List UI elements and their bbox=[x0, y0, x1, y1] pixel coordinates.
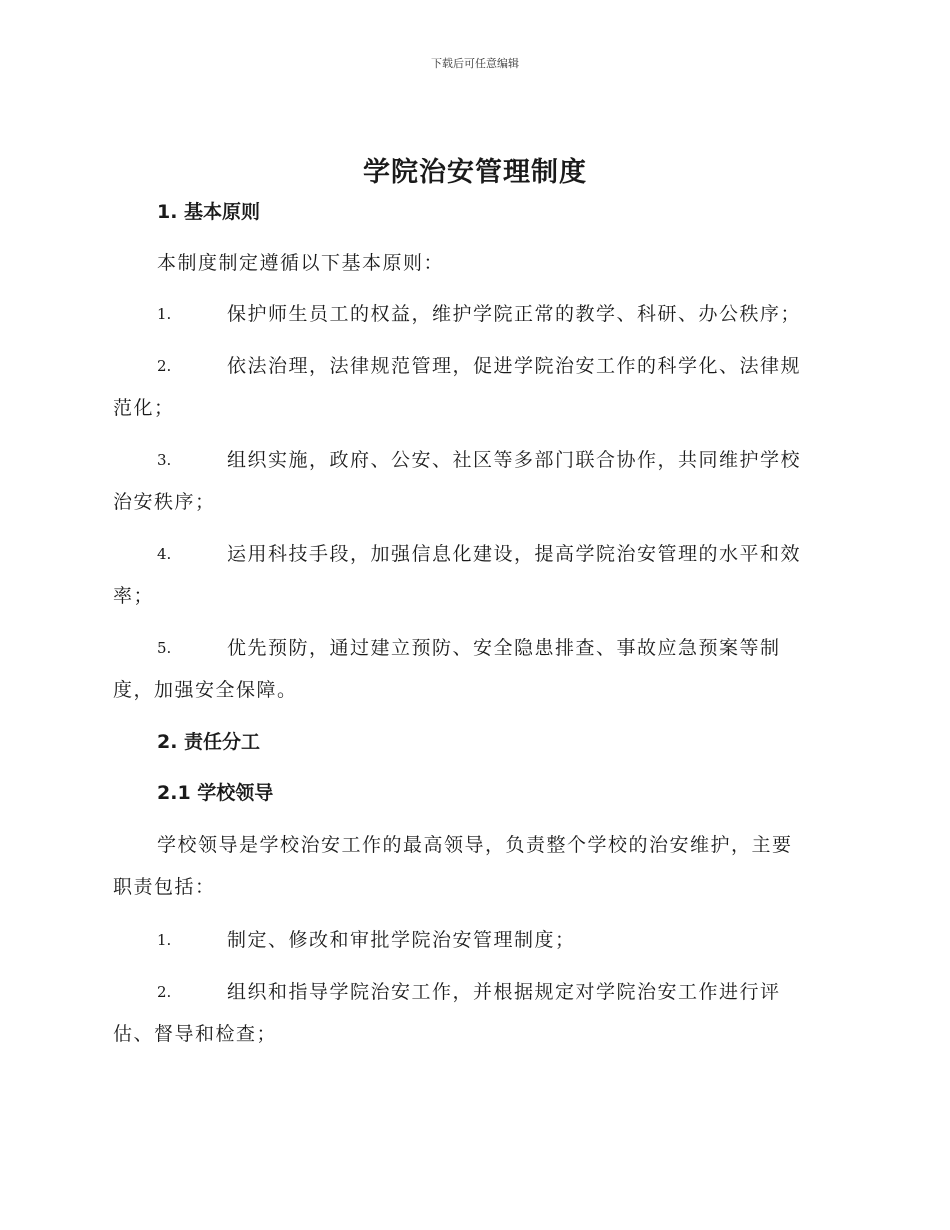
section-1-item-5-continuation: 度，加强安全保障。 bbox=[113, 679, 298, 701]
section-2-1-item-2-continuation: 估、督导和检查； bbox=[113, 1023, 278, 1045]
section-1-item-1-text: 保护师生员工的权益，维护学院正常的教学、科研、办公秩序； bbox=[227, 303, 802, 325]
section-1-item-4-number: 4. bbox=[157, 545, 172, 563]
section-1-item-2-text: 依法治理，法律规范管理，促进学院治安工作的科学化、法律规 bbox=[227, 355, 802, 377]
section-1-item-3-continuation: 治安秩序； bbox=[113, 491, 216, 513]
section-1-item-2-number: 2. bbox=[157, 357, 172, 375]
section-1-item-1-number: 1. bbox=[157, 305, 172, 323]
document-title: 学院治安管理制度 bbox=[363, 157, 587, 188]
section-2-1-item-1-text: 制定、修改和审批学院治安管理制度； bbox=[227, 929, 576, 951]
section-1-item-5-number: 5. bbox=[157, 639, 172, 657]
section-2-1-intro-line-1: 学校领导是学校治安工作的最高领导，负责整个学校的治安维护，主要 bbox=[157, 834, 793, 856]
section-1-item-5-text: 优先预防，通过建立预防、安全隐患排查、事故应急预案等制 bbox=[227, 637, 781, 659]
page-header-note: 下载后可任意编辑 bbox=[431, 57, 519, 70]
section-2-1-intro-line-2: 职责包括： bbox=[113, 876, 216, 898]
section-1-intro: 本制度制定遵循以下基本原则： bbox=[157, 252, 445, 274]
section-2-heading: 2. 责任分工 bbox=[157, 731, 261, 753]
section-2-1-item-2-number: 2. bbox=[157, 983, 172, 1001]
section-1-item-3-text: 组织实施，政府、公安、社区等多部门联合协作，共同维护学校 bbox=[227, 449, 802, 471]
section-1-item-4-text: 运用科技手段，加强信息化建设，提高学院治安管理的水平和效 bbox=[227, 543, 802, 565]
section-1-heading: 1. 基本原则 bbox=[157, 201, 261, 223]
section-1-item-4-continuation: 率； bbox=[113, 585, 155, 607]
section-2-1-item-1-number: 1. bbox=[157, 931, 172, 949]
section-1-item-2-continuation: 范化； bbox=[113, 397, 175, 419]
section-1-item-3-number: 3. bbox=[157, 451, 172, 469]
section-2-1-item-2-text: 组织和指导学院治安工作，并根据规定对学院治安工作进行评 bbox=[227, 981, 781, 1003]
section-2-1-heading: 2.1 学校领导 bbox=[157, 782, 274, 804]
